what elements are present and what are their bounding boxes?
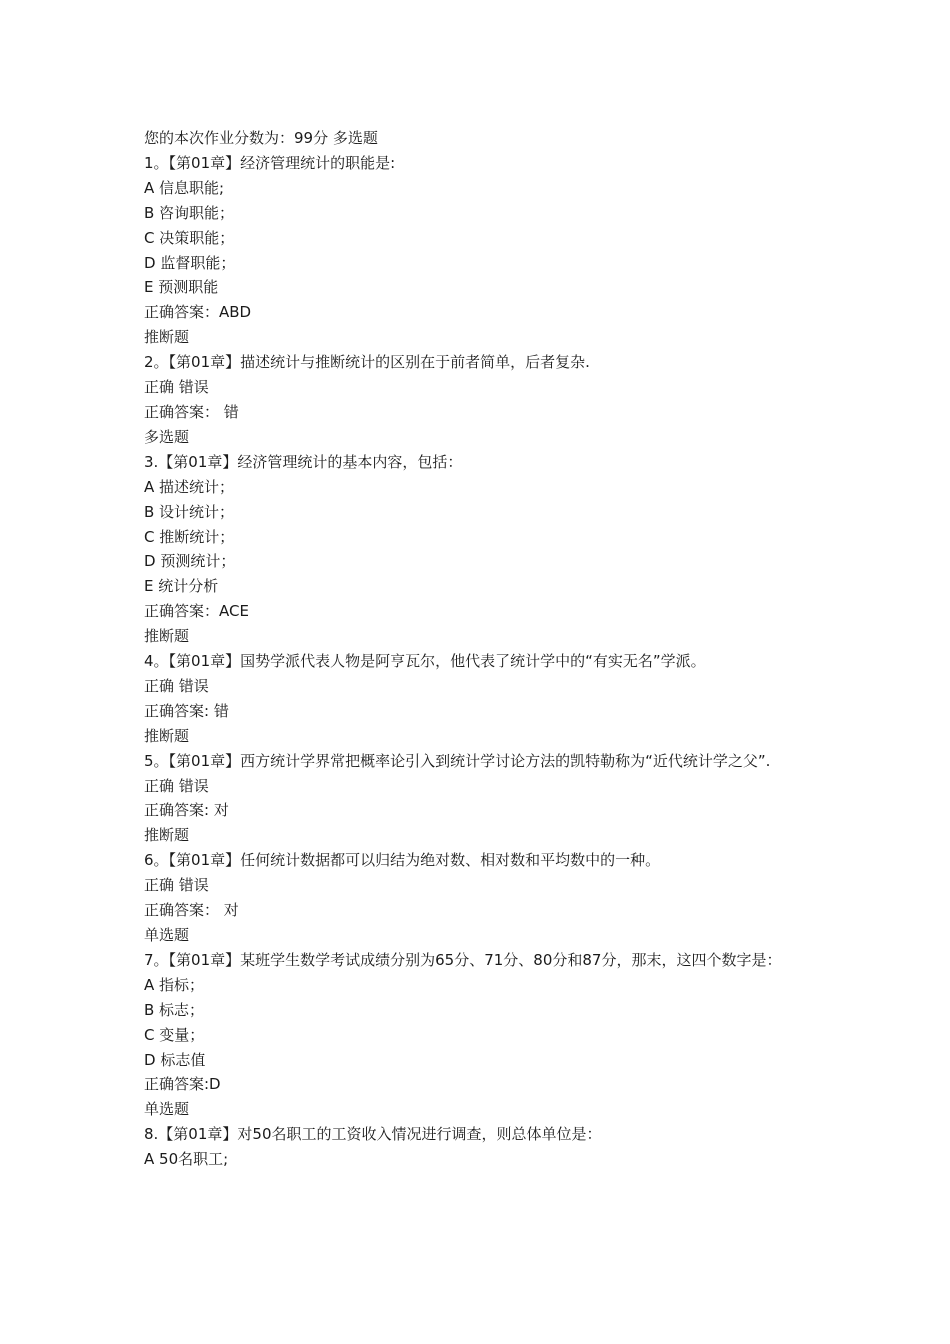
section-heading: 多选题 [144,427,190,446]
section-heading: 推断题 [144,726,190,745]
option-b: B 咨询职能； [144,203,235,222]
question-2: 2。【第01章】描述统计与推断统计的区别在于前者简单，后者复杂. [144,353,590,372]
section-heading: 推断题 [144,328,190,347]
section-heading: 单选题 [144,926,190,944]
section-heading: 推断题 [144,826,190,845]
true-false-options: 正确 错误 [144,776,209,795]
option-c: C 决策职能； [144,228,235,247]
answer-line: 正确答案：ACE [144,602,249,621]
question-8: 8.【第01章】对50名职工的工资收入情况进行调查，则总体单位是： [144,1125,602,1144]
option-d: D 标志值 [144,1050,206,1069]
question-4: 4。【第01章】国势学派代表人物是阿亨瓦尔，他代表了统计学中的“有实无名”学派。 [144,652,706,671]
answer-line: 正确答案: 对 [144,801,229,820]
section-heading: 推断题 [144,627,190,646]
option-b: B 标志； [144,1000,205,1019]
score-line: 您的本次作业分数为：99分 多选题 [144,129,378,147]
answer-line: 正确答案： 错 [144,402,239,421]
option-e: E 统计分析 [144,577,219,596]
option-a: A 指标； [144,975,205,994]
question-1: 1。【第01章】经济管理统计的职能是: [144,153,396,172]
answer-line: 正确答案: 错 [144,701,229,720]
answer-line: 正确答案：ABD [144,303,252,322]
option-c: C 推断统计； [144,527,235,546]
true-false-options: 正确 错误 [144,676,209,695]
option-a: A 描述统计； [144,477,235,496]
option-a: A 信息职能; [144,178,225,197]
document-body [144,126,814,1172]
answer-line: 正确答案： 对 [144,901,239,920]
question-6: 6。【第01章】任何统计数据都可以归结为绝对数、相对数和平均数中的一种。 [144,851,661,870]
option-d: D 监督职能； [144,253,236,272]
answer-line: 正确答案:D [144,1075,221,1094]
option-d: D 预测统计； [144,552,236,571]
true-false-options: 正确 错误 [144,876,209,895]
option-c: C 变量； [144,1025,205,1044]
option-e: E 预测职能 [144,278,219,297]
question-5: 5。【第01章】西方统计学界常把概率论引入到统计学讨论方法的凯特勒称为“近代统计学之父”. [144,751,771,770]
option-a: A 50名职工; [144,1150,229,1169]
option-b: B 设计统计； [144,502,235,521]
section-heading: 单选题 [144,1100,190,1119]
question-7: 7。【第01章】某班学生数学考试成绩分别为65分、71分、80分和87分，那末，这四个数字是： [144,950,782,969]
true-false-options: 正确 错误 [144,378,209,397]
question-3: 3.【第01章】经济管理统计的基本内容，包括： [144,452,463,471]
